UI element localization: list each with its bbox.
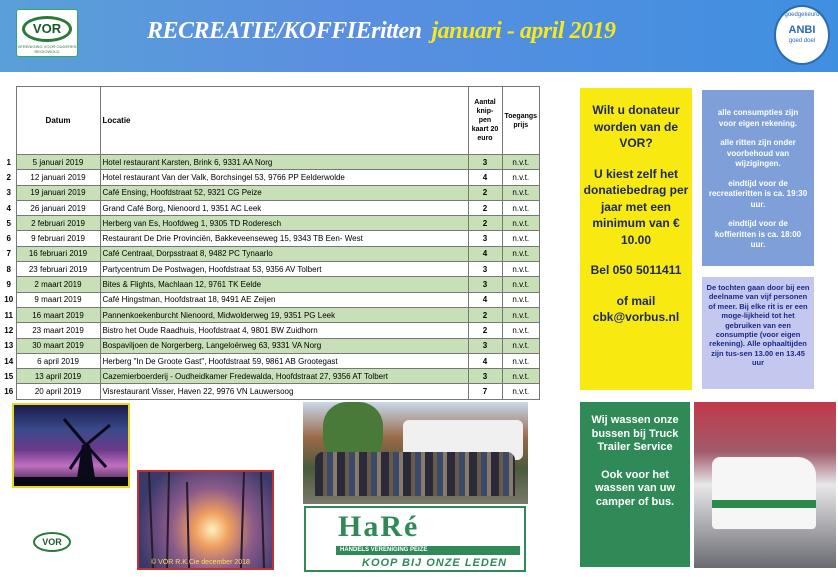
row-price: n.v.t. [502, 231, 540, 246]
windmill-photo [12, 403, 130, 488]
row-location: Bistro het Oude Raadhuis, Hoofdstraat 4, 9801 BW Zuidhorn [100, 323, 468, 338]
row-location: Herberg "In De Groote Gast", Hoofdstraat 59, 9861 AB Grootegast [100, 353, 468, 368]
row-date: 30 maart 2019 [16, 338, 100, 353]
row-price: n.v.t. [502, 353, 540, 368]
row-number: 12 [4, 325, 14, 335]
info-line-3: eindtijd voor de recreatieritten is ca. 19:30 uur. [708, 178, 808, 209]
donor-mail: of mail cbk@vorbus.nl [592, 293, 680, 324]
row-location: Partycentrum De Postwagen, Hoofdstraat 53, 9356 AV Tolbert [100, 262, 468, 277]
row-price: n.v.t. [502, 200, 540, 215]
row-number: 7 [6, 249, 11, 259]
row-price: n.v.t. [502, 277, 540, 292]
row-cards: 3 [468, 262, 502, 277]
row-cards: 4 [468, 353, 502, 368]
row-cards: 4 [468, 170, 502, 185]
anbi-top-text: goedgekeurd [784, 12, 820, 18]
table-row [2, 292, 540, 307]
row-location: Café Hingstman, Hoofdstraat 18, 9491 AE Zeijen [100, 292, 468, 307]
row-number: 16 [4, 387, 14, 397]
table-row [2, 369, 540, 384]
table-row [2, 353, 540, 368]
col-locatie: Locatie [100, 87, 468, 155]
header-banner [0, 0, 838, 72]
windmill-icon [14, 405, 128, 486]
row-number: 6 [6, 234, 11, 244]
row-date: 9 maart 2019 [16, 292, 100, 307]
donor-line-1: Wilt u donateur worden van de VOR? [592, 103, 680, 150]
row-date: 16 februari 2019 [16, 246, 100, 261]
table-row [2, 338, 540, 353]
vor-logo-footer-text: VOR [33, 532, 71, 552]
row-number: 9 [6, 280, 11, 290]
wash-box [580, 402, 690, 567]
row-cards: 2 [468, 185, 502, 200]
row-cards: 3 [468, 231, 502, 246]
col-datum: Datum [16, 87, 100, 155]
vor-logo-text: VOR [22, 16, 72, 42]
hare-bar: HANDELS VERENIGING PEIZE [336, 546, 520, 555]
table-row [2, 231, 540, 246]
row-price: n.v.t. [502, 170, 540, 185]
row-cards: 3 [468, 277, 502, 292]
row-date: 19 januari 2019 [16, 185, 100, 200]
info-box [702, 90, 814, 266]
table-row [2, 170, 540, 185]
row-location: Pannenkoekenburcht Nienoord, Midwolderweg 19, 9351 PG Leek [100, 307, 468, 322]
row-cards: 2 [468, 216, 502, 231]
row-price: n.v.t. [502, 216, 540, 231]
schedule-table [2, 86, 540, 400]
row-number: 4 [6, 203, 11, 213]
row-date: 26 januari 2019 [16, 200, 100, 215]
row-price: n.v.t. [502, 155, 540, 170]
table-header-row [2, 87, 540, 155]
hare-title: HaRé [338, 510, 420, 543]
anbi-text: ANBI [788, 24, 816, 36]
row-cards: 3 [468, 338, 502, 353]
row-location: Cazemierboerderij - Oudheidkamer Fredewalda, Hoofdstraat 27, 9356 AT Tolbert [100, 369, 468, 384]
row-location: Herberg van Es, Hoofdweg 1, 9305 TD Roderesch [100, 216, 468, 231]
title-period: januari - april 2019 [431, 18, 616, 44]
donor-line-2: U kiest zelf het donatiebedrag per jaar met een minimum van € 10.00 [583, 166, 689, 247]
anbi-bottom-text: goed doel [788, 38, 816, 44]
row-cards: 2 [468, 307, 502, 322]
hare-slogan: KOOP BIJ ONZE LEDEN [362, 557, 508, 569]
table-row [2, 185, 540, 200]
row-cards: 2 [468, 323, 502, 338]
row-location: Café Ensing, Hoofdstraat 52, 9321 CG Peize [100, 185, 468, 200]
row-date: 2 maart 2019 [16, 277, 100, 292]
row-date: 12 januari 2019 [16, 170, 100, 185]
row-location: Visrestaurant Visser, Haven 22, 9976 VN Lauwersoog [100, 384, 468, 399]
row-cards: 4 [468, 246, 502, 261]
row-date: 23 februari 2019 [16, 262, 100, 277]
row-location: Bites & Flights, Machlaan 12, 9761 TK Eelde [100, 277, 468, 292]
wash-line-2: Ook voor het wassen van uw camper of bus. [594, 468, 676, 508]
col-kaart: Aantal knip-pen kaart 20 euro [468, 87, 502, 155]
row-location: Hotel restaurant Van der Valk, Borchsingel 53, 9766 PP Eelderwolde [100, 170, 468, 185]
table-row [2, 246, 540, 261]
row-location: Café Centraal, Dorpsstraat 8, 9482 PC Tynaarlo [100, 246, 468, 261]
row-cards: 7 [468, 384, 502, 399]
row-number: 15 [4, 371, 14, 381]
row-location: Restaurant De Drie Provinciën, Bakkeveenseweg 15, 9343 TB Een- West [100, 231, 468, 246]
group-photo [303, 402, 528, 504]
row-location: Grand Café Borg, Nienoord 1, 9351 AC Leek [100, 200, 468, 215]
row-number: 10 [4, 295, 14, 305]
row-price: n.v.t. [502, 307, 540, 322]
van-icon [712, 457, 816, 529]
table-row [2, 216, 540, 231]
table-row [2, 200, 540, 215]
row-number: 14 [4, 356, 14, 366]
row-price: n.v.t. [502, 338, 540, 353]
row-date: 13 april 2019 [16, 369, 100, 384]
info-line-4: eindtijd voor de koffieritten is ca. 18:00 uur. [714, 219, 802, 249]
row-price: n.v.t. [502, 185, 540, 200]
row-number: 1 [6, 157, 11, 167]
row-date: 6 april 2019 [16, 353, 100, 368]
anbi-logo [774, 5, 830, 65]
table-row [2, 155, 540, 170]
row-price: n.v.t. [502, 369, 540, 384]
row-number: 5 [6, 218, 11, 228]
copyright-credit: © VOR R.K.Cie december 2018 [151, 559, 250, 566]
row-cards: 3 [468, 155, 502, 170]
row-number: 3 [6, 188, 11, 198]
row-price: n.v.t. [502, 262, 540, 277]
row-price: n.v.t. [502, 323, 540, 338]
donor-box [580, 88, 692, 390]
row-cards: 4 [468, 292, 502, 307]
wash-line-1: Wij wassen onze bussen bij Truck Trailer Service [591, 414, 679, 453]
info-line-1: alle consumpties zijn voor eigen rekening. [717, 108, 799, 128]
table-row [2, 262, 540, 277]
table-row [2, 307, 540, 322]
title-main: RECREATIE/KOFFIEritten [147, 18, 422, 44]
info-line-2: alle ritten zijn onder voorbehoud van wijzigingen. [720, 138, 796, 168]
row-date: 16 maart 2019 [16, 307, 100, 322]
table-row [2, 323, 540, 338]
row-price: n.v.t. [502, 384, 540, 399]
table-row [2, 277, 540, 292]
donor-phone: Bel 050 5011411 [590, 263, 682, 277]
row-date: 5 januari 2019 [16, 155, 100, 170]
row-number: 13 [4, 341, 14, 351]
col-prijs: Toegangs prijs [502, 87, 540, 155]
row-number: 2 [6, 172, 11, 182]
hare-logo [304, 506, 526, 572]
row-price: n.v.t. [502, 246, 540, 261]
row-date: 23 maart 2019 [16, 323, 100, 338]
winter-forest-photo [137, 470, 274, 570]
row-number: 8 [6, 264, 11, 274]
row-cards: 2 [468, 200, 502, 215]
table-row [2, 384, 540, 399]
row-date: 2 februari 2019 [16, 216, 100, 231]
forest-trees-icon [139, 472, 272, 568]
notice-box [702, 277, 814, 389]
notice-text: De tochten gaan door bij een deelname van vijf personen of meer. Bij elke rit is er een moge-lijkheid tot het gebruiken van een consumptie (voor eigen rekening). Alle ophaaltijden zijn tus-sen 13.00 en 13.45 uur [706, 283, 810, 368]
row-cards: 3 [468, 369, 502, 384]
group-people [315, 452, 515, 496]
row-date: 20 april 2019 [16, 384, 100, 399]
row-price: n.v.t. [502, 292, 540, 307]
row-location: Hotel restaurant Karsten, Brink 6, 9331 AA Norg [100, 155, 468, 170]
page-title [147, 18, 616, 45]
row-date: 9 februari 2019 [16, 231, 100, 246]
vor-logo-footer [31, 528, 73, 562]
vor-logo-sub: VERENIGING VOOR OUDEREN REGIOWOLD [17, 44, 77, 54]
vor-logo [16, 9, 78, 57]
bus-wash-photo [694, 402, 836, 568]
row-location: Bospaviljoen de Norgerberg, Langeloërweg 63, 9331 VA Norg [100, 338, 468, 353]
row-number: 11 [4, 310, 13, 320]
